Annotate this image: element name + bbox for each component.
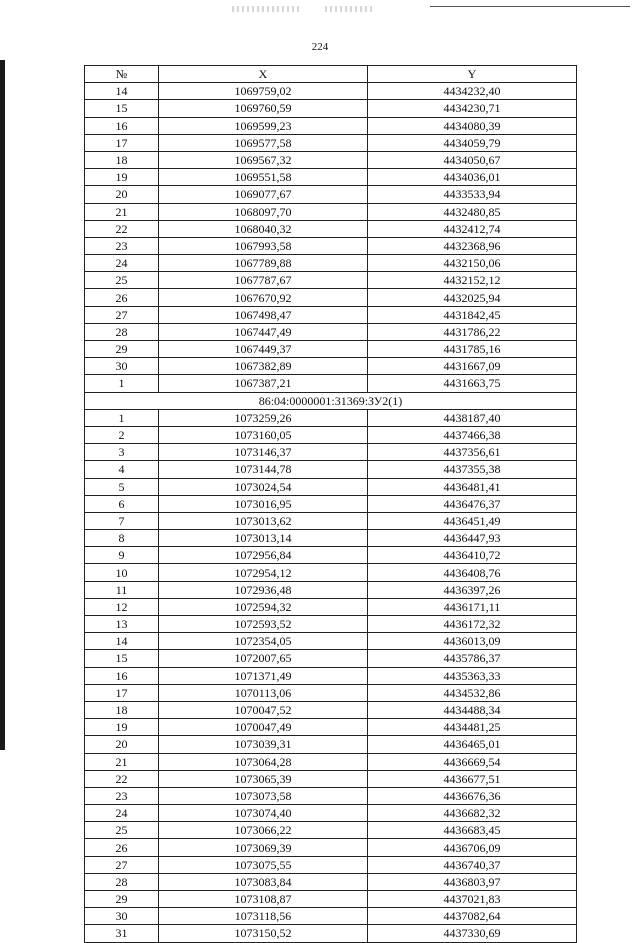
- cell-x: 1073073,58: [159, 787, 368, 804]
- cell-x: 1072936,48: [159, 581, 368, 598]
- cell-number: 30: [85, 358, 159, 375]
- table-row: [85, 547, 577, 564]
- cell-y: 4437082,64: [368, 908, 577, 925]
- cell-y: 4431785,16: [368, 341, 577, 358]
- cell-x: 1067789,88: [159, 255, 368, 272]
- header-y: Y: [368, 66, 577, 83]
- cell-y: 4434232,40: [368, 83, 577, 100]
- cell-y: 4435786,37: [368, 650, 577, 667]
- cell-x: 1073066,22: [159, 822, 368, 839]
- table-row: [85, 598, 577, 615]
- table-row: [85, 667, 577, 684]
- cell-y: 4432150,06: [368, 255, 577, 272]
- cell-x: 1072956,84: [159, 547, 368, 564]
- table-row: [85, 186, 577, 203]
- cell-x: 1073083,84: [159, 873, 368, 890]
- cell-y: 4432025,94: [368, 289, 577, 306]
- table-row: [85, 633, 577, 650]
- cell-number: 17: [85, 684, 159, 701]
- cell-y: 4436476,37: [368, 495, 577, 512]
- cell-number: 15: [85, 650, 159, 667]
- cell-y: 4437466,38: [368, 426, 577, 443]
- cell-x: 1067447,49: [159, 323, 368, 340]
- cell-x: 1073065,39: [159, 770, 368, 787]
- cell-x: 1073013,62: [159, 512, 368, 529]
- cell-x: 1073259,26: [159, 409, 368, 426]
- cell-x: 1073150,52: [159, 925, 368, 942]
- table-row: [85, 409, 577, 426]
- cell-x: 1069567,32: [159, 151, 368, 168]
- cell-x: 1069599,23: [159, 117, 368, 134]
- table-row: [85, 701, 577, 718]
- cell-number: 4: [85, 461, 159, 478]
- cell-number: 11: [85, 581, 159, 598]
- cell-number: 18: [85, 701, 159, 718]
- cell-number: 10: [85, 564, 159, 581]
- cell-x: 1072354,05: [159, 633, 368, 650]
- table-row: [85, 787, 577, 804]
- cell-number: 28: [85, 323, 159, 340]
- header-x: X: [159, 66, 368, 83]
- cell-y: 4432152,12: [368, 272, 577, 289]
- table-row: [85, 839, 577, 856]
- table-row: [85, 444, 577, 461]
- cell-number: 23: [85, 237, 159, 254]
- cell-x: 1068097,70: [159, 203, 368, 220]
- cell-x: 1067387,21: [159, 375, 368, 392]
- cell-number: 1: [85, 409, 159, 426]
- table-row: [85, 495, 577, 512]
- table-row: [85, 341, 577, 358]
- table-row: [85, 512, 577, 529]
- cell-number: 5: [85, 478, 159, 495]
- cell-number: 31: [85, 925, 159, 942]
- cell-x: 1073069,39: [159, 839, 368, 856]
- cell-number: 29: [85, 341, 159, 358]
- header-number: №: [85, 66, 159, 83]
- cell-x: 1072954,12: [159, 564, 368, 581]
- cell-y: 4436013,09: [368, 633, 577, 650]
- cell-x: 1072007,65: [159, 650, 368, 667]
- table-row: [85, 805, 577, 822]
- table-row: [85, 856, 577, 873]
- cell-x: 1071371,49: [159, 667, 368, 684]
- cell-number: 12: [85, 598, 159, 615]
- cell-x: 1073144,78: [159, 461, 368, 478]
- scan-left-edge: [0, 60, 5, 750]
- cell-number: 27: [85, 856, 159, 873]
- cell-number: 9: [85, 547, 159, 564]
- cell-y: 4436677,51: [368, 770, 577, 787]
- cell-number: 26: [85, 839, 159, 856]
- cell-x: 1067382,89: [159, 358, 368, 375]
- cell-y: 4436683,45: [368, 822, 577, 839]
- cell-y: 4438187,40: [368, 409, 577, 426]
- cell-y: 4433533,94: [368, 186, 577, 203]
- table-row: [85, 925, 577, 942]
- cell-y: 4434059,79: [368, 134, 577, 151]
- cell-number: 2: [85, 426, 159, 443]
- cell-y: 4437330,69: [368, 925, 577, 942]
- section-title: 86:04:0000001:31369:ЗУ2(1): [85, 392, 577, 409]
- cell-number: 29: [85, 891, 159, 908]
- table-row: [85, 478, 577, 495]
- cell-x: 1070113,06: [159, 684, 368, 701]
- cell-y: 4436676,36: [368, 787, 577, 804]
- table-row: [85, 736, 577, 753]
- table-row: [85, 100, 577, 117]
- table-row: [85, 358, 577, 375]
- cell-y: 4437356,61: [368, 444, 577, 461]
- cell-y: 4432480,85: [368, 203, 577, 220]
- cell-x: 1073118,56: [159, 908, 368, 925]
- cell-x: 1069077,67: [159, 186, 368, 203]
- cell-x: 1073039,31: [159, 736, 368, 753]
- cell-y: 4431667,09: [368, 358, 577, 375]
- table-row: [85, 117, 577, 134]
- table-row: [85, 220, 577, 237]
- cell-x: 1073146,37: [159, 444, 368, 461]
- cell-number: 24: [85, 805, 159, 822]
- cell-y: 4434036,01: [368, 169, 577, 186]
- table-row: [85, 908, 577, 925]
- cell-x: 1067670,92: [159, 289, 368, 306]
- cell-y: 4436481,41: [368, 478, 577, 495]
- cell-number: 16: [85, 117, 159, 134]
- cell-y: 4431786,22: [368, 323, 577, 340]
- cell-y: 4437021,83: [368, 891, 577, 908]
- cell-y: 4436397,26: [368, 581, 577, 598]
- page-number: 224: [311, 41, 329, 53]
- cell-y: 4434532,86: [368, 684, 577, 701]
- cell-y: 4436740,37: [368, 856, 577, 873]
- scan-smudge: [232, 6, 302, 12]
- cell-number: 22: [85, 220, 159, 237]
- table-row: [85, 719, 577, 736]
- table-row: [85, 684, 577, 701]
- scan-smudge: [325, 6, 375, 12]
- table-row: [85, 289, 577, 306]
- cell-y: 4432368,96: [368, 237, 577, 254]
- cell-x: 1069577,58: [159, 134, 368, 151]
- cell-x: 1073108,87: [159, 891, 368, 908]
- cell-x: 1068040,32: [159, 220, 368, 237]
- coordinates-table: [84, 65, 577, 943]
- table-row: [85, 581, 577, 598]
- table-header-row: [85, 66, 577, 83]
- table-row: [85, 323, 577, 340]
- cell-number: 23: [85, 787, 159, 804]
- cell-y: 4434488,34: [368, 701, 577, 718]
- cell-number: 24: [85, 255, 159, 272]
- table-row: [85, 306, 577, 323]
- cell-number: 18: [85, 151, 159, 168]
- cell-x: 1067993,58: [159, 237, 368, 254]
- cell-number: 28: [85, 873, 159, 890]
- cell-x: 1073016,95: [159, 495, 368, 512]
- cell-y: 4436410,72: [368, 547, 577, 564]
- cell-number: 21: [85, 753, 159, 770]
- table-body: [85, 83, 577, 942]
- cell-number: 14: [85, 633, 159, 650]
- cell-number: 19: [85, 719, 159, 736]
- table-row: [85, 151, 577, 168]
- cell-y: 4436447,93: [368, 530, 577, 547]
- table-row: [85, 272, 577, 289]
- table-row: [85, 530, 577, 547]
- cell-number: 1: [85, 375, 159, 392]
- table-row: [85, 134, 577, 151]
- cell-number: 25: [85, 272, 159, 289]
- cell-y: 4434050,67: [368, 151, 577, 168]
- cell-x: 1069759,02: [159, 83, 368, 100]
- cell-number: 26: [85, 289, 159, 306]
- scan-top-line: [430, 6, 630, 7]
- cell-y: 4435363,33: [368, 667, 577, 684]
- table-row: [85, 83, 577, 100]
- cell-x: 1069551,58: [159, 169, 368, 186]
- table-row: [85, 375, 577, 392]
- cell-number: 7: [85, 512, 159, 529]
- cell-y: 4432412,74: [368, 220, 577, 237]
- cell-y: 4436172,32: [368, 616, 577, 633]
- table-row: [85, 461, 577, 478]
- cell-x: 1072593,52: [159, 616, 368, 633]
- table-row: [85, 891, 577, 908]
- cell-x: 1067787,67: [159, 272, 368, 289]
- cell-number: 3: [85, 444, 159, 461]
- cell-x: 1070047,52: [159, 701, 368, 718]
- cell-y: 4436408,76: [368, 564, 577, 581]
- cell-number: 19: [85, 169, 159, 186]
- cell-x: 1073013,14: [159, 530, 368, 547]
- cell-y: 4434481,25: [368, 719, 577, 736]
- cell-y: 4434230,71: [368, 100, 577, 117]
- cell-x: 1073064,28: [159, 753, 368, 770]
- table-row: [85, 650, 577, 667]
- cell-y: 4436682,32: [368, 805, 577, 822]
- cell-x: 1070047,49: [159, 719, 368, 736]
- table-row: [85, 753, 577, 770]
- section-row: [85, 392, 577, 409]
- cell-number: 25: [85, 822, 159, 839]
- table-row: [85, 255, 577, 272]
- cell-y: 4436706,09: [368, 839, 577, 856]
- cell-number: 20: [85, 186, 159, 203]
- cell-y: 4436669,54: [368, 753, 577, 770]
- cell-x: 1067498,47: [159, 306, 368, 323]
- cell-y: 4436451,49: [368, 512, 577, 529]
- cell-number: 30: [85, 908, 159, 925]
- cell-y: 4431842,45: [368, 306, 577, 323]
- cell-number: 20: [85, 736, 159, 753]
- table-row: [85, 822, 577, 839]
- cell-y: 4436803,97: [368, 873, 577, 890]
- cell-x: 1067449,37: [159, 341, 368, 358]
- cell-y: 4434080,39: [368, 117, 577, 134]
- cell-number: 8: [85, 530, 159, 547]
- table-row: [85, 564, 577, 581]
- cell-number: 27: [85, 306, 159, 323]
- table-row: [85, 770, 577, 787]
- cell-x: 1073024,54: [159, 478, 368, 495]
- cell-y: 4436465,01: [368, 736, 577, 753]
- cell-x: 1073160,05: [159, 426, 368, 443]
- cell-number: 14: [85, 83, 159, 100]
- cell-x: 1072594,32: [159, 598, 368, 615]
- table-row: [85, 426, 577, 443]
- cell-x: 1073075,55: [159, 856, 368, 873]
- cell-number: 15: [85, 100, 159, 117]
- table-row: [85, 203, 577, 220]
- cell-number: 22: [85, 770, 159, 787]
- cell-y: 4437355,38: [368, 461, 577, 478]
- cell-number: 13: [85, 616, 159, 633]
- table-row: [85, 616, 577, 633]
- cell-y: 4436171,11: [368, 598, 577, 615]
- cell-x: 1073074,40: [159, 805, 368, 822]
- cell-y: 4431663,75: [368, 375, 577, 392]
- cell-number: 17: [85, 134, 159, 151]
- table-row: [85, 169, 577, 186]
- table-row: [85, 873, 577, 890]
- cell-number: 6: [85, 495, 159, 512]
- cell-number: 16: [85, 667, 159, 684]
- cell-number: 21: [85, 203, 159, 220]
- cell-x: 1069760,59: [159, 100, 368, 117]
- table-row: [85, 237, 577, 254]
